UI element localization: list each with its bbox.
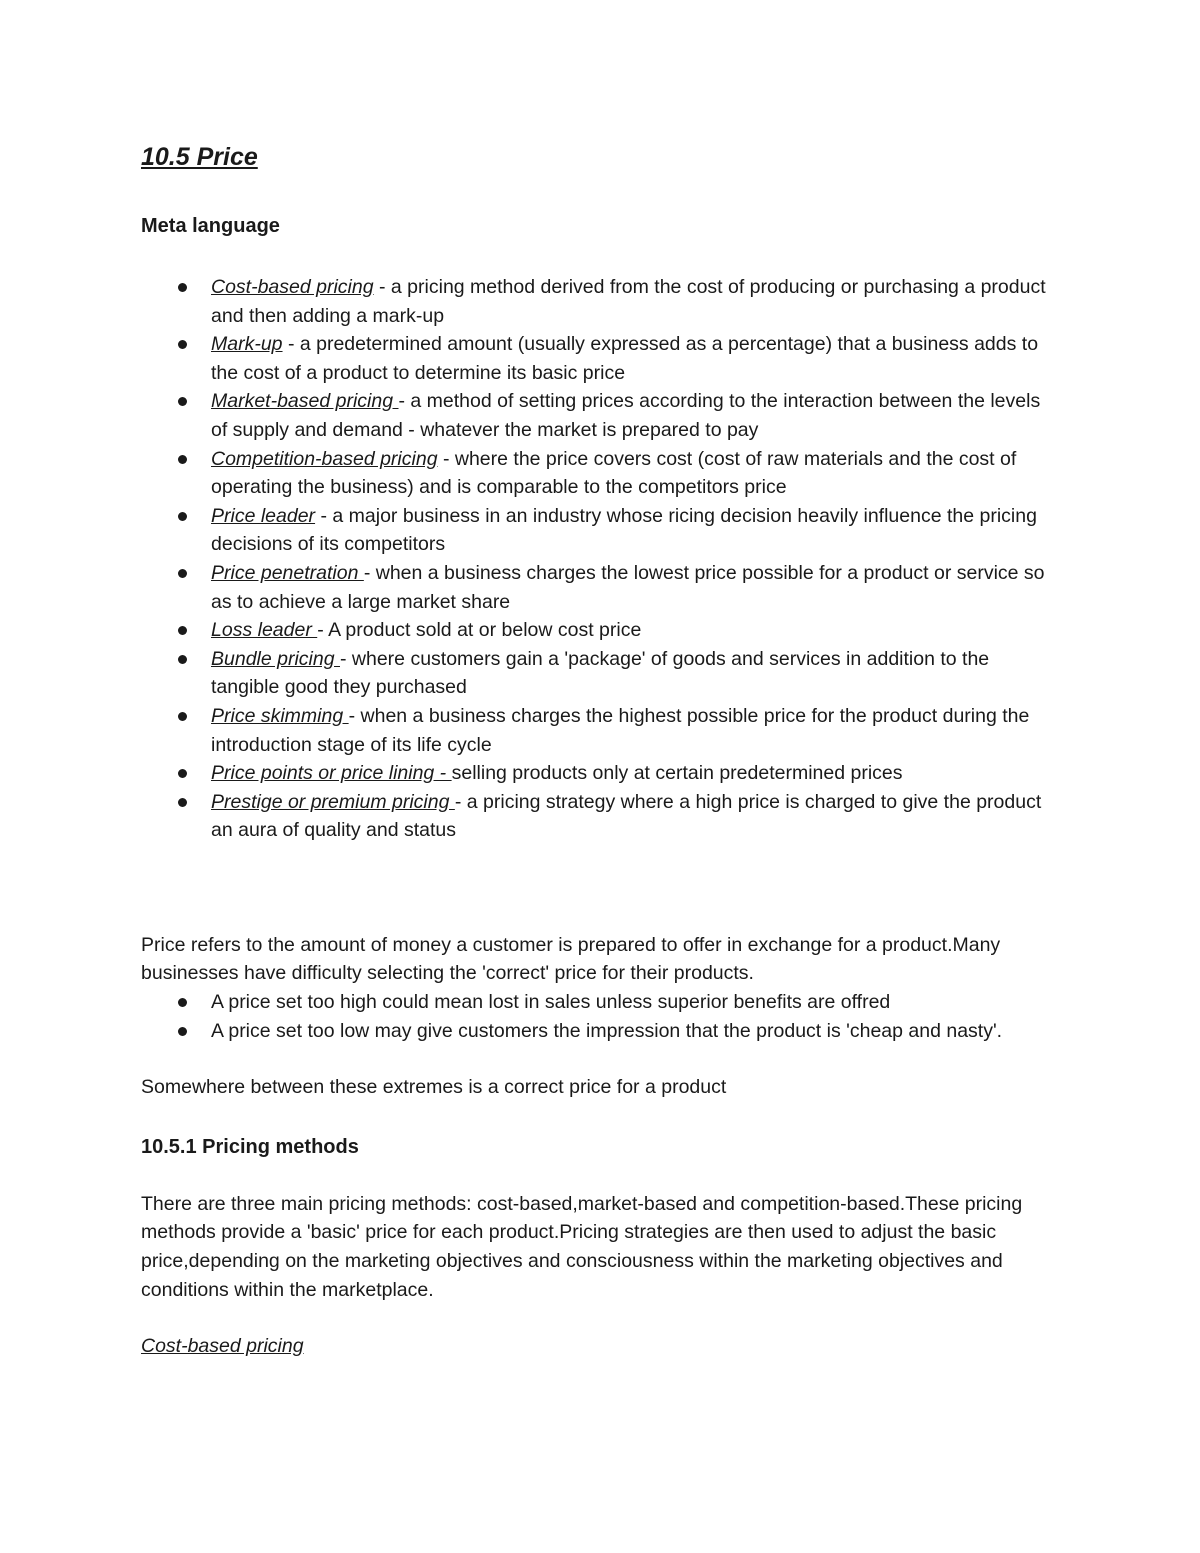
bullet-icon — [178, 397, 187, 406]
term-definition: - a major business in an industry whose ricing decision heavily influence the pricing decisions of its competitors — [211, 504, 1037, 556]
list-item — [141, 988, 1061, 1017]
term-label: Price points or price lining - — [211, 762, 452, 785]
methods-paragraph: There are three main pricing methods: cost-based,market-based and competition-based.These pricing methods provide a 'basic' price for each product.Pricing strategies are then used to adjust the basic price,depending on the marketing objectives and consciousness within the marketing objectives and conditions within the marketplace. — [141, 1192, 1023, 1301]
term-definition: - where customers gain a 'package' of goods and services in addition to the tangible good they purchased — [211, 647, 990, 699]
bullet-icon — [178, 1027, 187, 1036]
bullet-icon — [178, 769, 187, 778]
term-label: Competition-based pricing — [211, 447, 438, 470]
term-definition: - when a business charges the lowest price possible for a product or service so as to achieve a large market share — [211, 561, 1045, 613]
term-definition: - a method of setting prices according to the interaction between the levels of supply and demand - whatever the market is prepared to pay — [211, 390, 1041, 441]
list-item — [141, 616, 1061, 645]
term-label: Loss leader — [211, 619, 318, 642]
list-item-text: A price set too high could mean lost in sales unless superior benefits are offred — [211, 991, 891, 1014]
term-label: Price penetration — [211, 561, 364, 584]
list-item — [141, 702, 1061, 759]
term-definition: - a pricing method derived from the cost of producing or purchasing a product and then adding a mark-up — [211, 276, 1046, 327]
bullet-icon — [178, 569, 187, 578]
bullet-icon — [178, 626, 187, 635]
document-page — [141, 140, 1061, 1361]
term-label: Price skimming — [211, 704, 349, 727]
meta-language-heading: Meta language — [141, 215, 280, 237]
extremes-paragraph: Somewhere between these extremes is a correct price for a product — [141, 1076, 727, 1099]
term-label: Price leader — [211, 504, 316, 527]
term-label: Market-based pricing — [211, 390, 399, 413]
bullet-icon — [178, 512, 187, 521]
list-item — [141, 445, 1061, 502]
term-definition: - A product sold at or below cost price — [317, 619, 642, 642]
list-item — [141, 645, 1061, 702]
list-item — [141, 273, 1061, 330]
list-item-text: A price set too low may give customers the impression that the product is 'cheap and nasty'. — [211, 1019, 1003, 1042]
term-definition: - a pricing strategy where a high price is charged to give the product an aura of quality and status — [211, 790, 1042, 842]
bullet-icon — [178, 655, 187, 664]
term-definition: selling products only at certain predetermined prices — [451, 762, 903, 785]
price-points-list — [141, 988, 1061, 1045]
bullet-icon — [178, 283, 187, 292]
bullet-icon — [178, 340, 187, 349]
term-label: Bundle pricing — [211, 647, 340, 670]
term-label: Cost-based pricing — [211, 276, 374, 298]
bullet-icon — [178, 712, 187, 721]
bullet-icon — [178, 998, 187, 1007]
section-heading: 10.5.1 Pricing methods — [141, 1135, 359, 1158]
bullet-icon — [178, 455, 187, 464]
term-definition: - when a business charges the highest possible price for the product during the introduction stage of its life cycle — [211, 704, 1030, 756]
list-item — [141, 759, 1061, 788]
bullet-icon — [178, 798, 187, 807]
meta-language-list — [141, 273, 1061, 845]
term-definition: - where the price covers cost (cost of raw materials and the cost of operating the business) and is comparable to the competitors price — [211, 447, 1017, 499]
cost-based-subheading: Cost-based pricing — [141, 1335, 304, 1358]
list-item — [141, 788, 1061, 845]
term-label: Mark-up — [211, 333, 283, 356]
list-item — [141, 1017, 1061, 1046]
list-item — [141, 559, 1061, 616]
term-definition: - a predetermined amount (usually expressed as a percentage) that a business adds to the cost of a product to determine its basic price — [211, 333, 1039, 384]
page-title: 10.5 Price — [141, 143, 258, 171]
list-item — [141, 330, 1061, 387]
term-label: Prestige or premium pricing — [211, 790, 455, 813]
list-item — [141, 387, 1061, 444]
intro-paragraph: Price refers to the amount of money a customer is prepared to offer in exchange for a product.Many businesses have difficulty selecting the 'correct' price for their products. — [141, 933, 1001, 985]
list-item — [141, 502, 1061, 559]
